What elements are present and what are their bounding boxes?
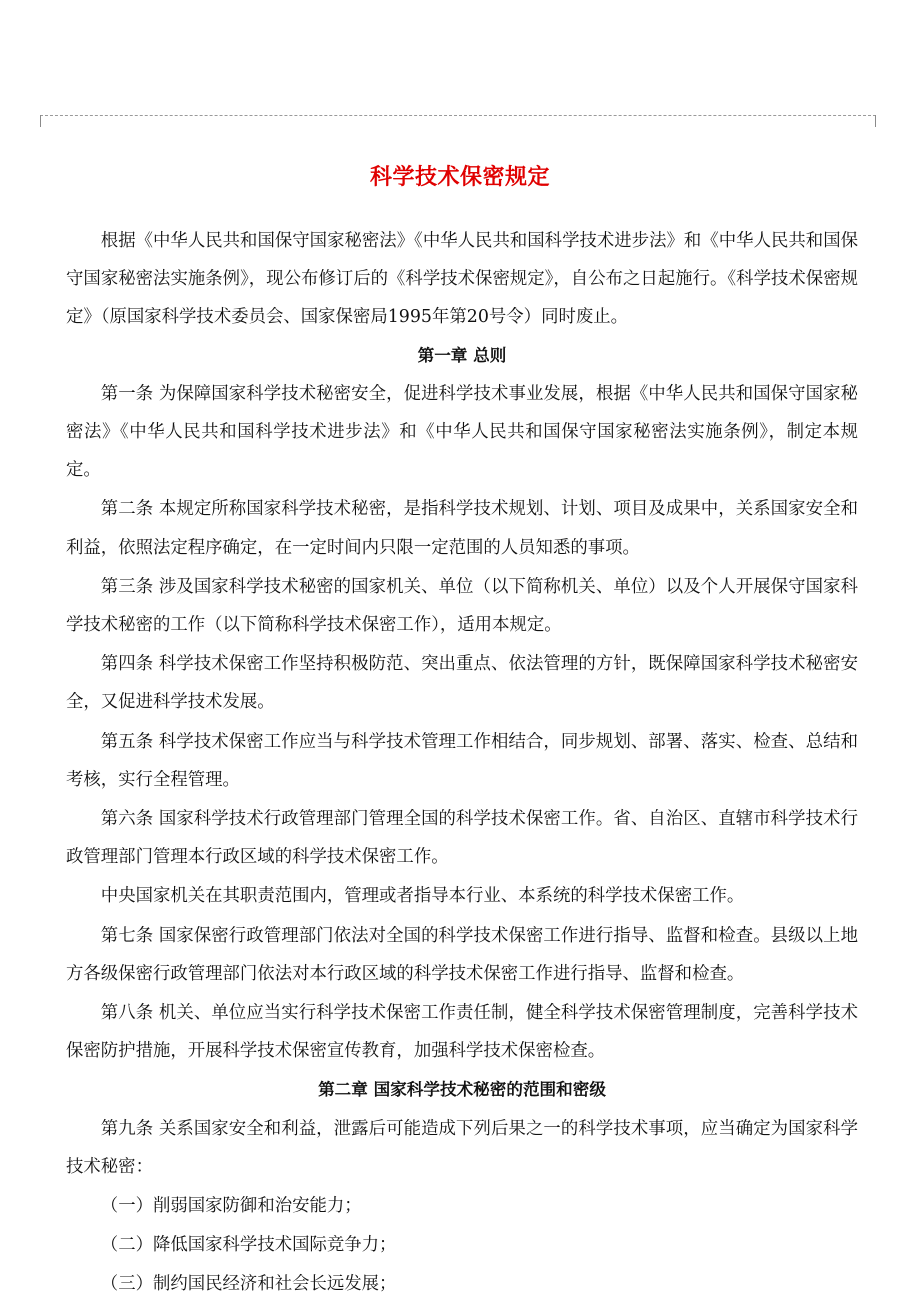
article-paragraph: 第四条 科学技术保密工作坚持积极防范、突出重点、依法管理的方针，既保障国家科学技术秘密安全，又促进科学技术发展。 — [66, 654, 858, 713]
intro-paragraph: 根据《中华人民共和国保守国家秘密法》《中华人民共和国科学技术进步法》和《中华人民共和国保守国家秘密法实施条例》，现公布修订后的《科学技术保密规定》，自公布之日起施行。《科学技术保密规定》（原国家科学技术委员会、国家保密局1995年第20号令）同时废止。 — [66, 231, 858, 328]
header-rule — [40, 115, 876, 129]
article-paragraph: 第六条 国家科学技术行政管理部门管理全国的科学技术保密工作。省、自治区、直辖市科学技术行政管理部门管理本行政区域的科学技术保密工作。 — [66, 809, 858, 868]
list-item: （三）制约国民经济和社会长远发展； — [100, 1274, 397, 1295]
article-paragraph: 中央国家机关在其职责范围内，管理或者指导本行业、本系统的科学技术保密工作。 — [100, 886, 745, 907]
list-item: （二）降低国家科学技术国际竞争力； — [100, 1235, 397, 1256]
header-dashed-line — [40, 115, 876, 116]
article-paragraph: 第一条 为保障国家科学技术秘密安全，促进科学技术事业发展，根据《中华人民共和国保守国家秘密法》《中华人民共和国科学技术进步法》和《中华人民共和国保守国家秘密法实施条例》，制定本规定。 — [66, 383, 858, 481]
article-paragraph: 第二条 本规定所称国家科学技术秘密，是指科学技术规划、计划、项目及成果中，关系国家安全和利益，依照法定程序确定，在一定时间内只限一定范围的人员知悉的事项。 — [66, 499, 858, 558]
list-item: （一）削弱国家防御和治安能力； — [100, 1196, 362, 1217]
article-paragraph: 第七条 国家保密行政管理部门依法对全国的科学技术保密工作进行指导、监督和检查。县级以上地方各级保密行政管理部门依法对本行政区域的科学技术保密工作进行指导、监督和检查。 — [66, 925, 858, 984]
article-paragraph: 第八条 机关、单位应当实行科学技术保密工作责任制，健全科学技术保密管理制度，完善科学技术保密防护措施，开展科学技术保密宣传教育，加强科学技术保密检查。 — [66, 1003, 858, 1062]
header-corner-right — [871, 115, 876, 127]
document-body — [66, 222, 858, 1305]
article-paragraph: 第五条 科学技术保密工作应当与科学技术管理工作相结合，同步规划、部署、落实、检查、总结和考核，实行全程管理。 — [66, 731, 858, 790]
chapter-heading: 第一章 总则 — [417, 345, 507, 365]
header-corner-left — [40, 115, 45, 127]
article-paragraph: 第三条 涉及国家科学技术秘密的国家机关、单位（以下简称机关、单位）以及个人开展保守国家科学技术秘密的工作（以下简称科学技术保密工作），适用本规定。 — [66, 576, 858, 636]
chapter-heading: 第二章 国家科学技术秘密的范围和密级 — [318, 1080, 606, 1100]
article-paragraph: 第九条 关系国家安全和利益，泄露后可能造成下列后果之一的科学技术事项，应当确定为国家科学技术秘密： — [66, 1118, 858, 1177]
document-title: 科学技术保密规定 — [369, 164, 550, 190]
